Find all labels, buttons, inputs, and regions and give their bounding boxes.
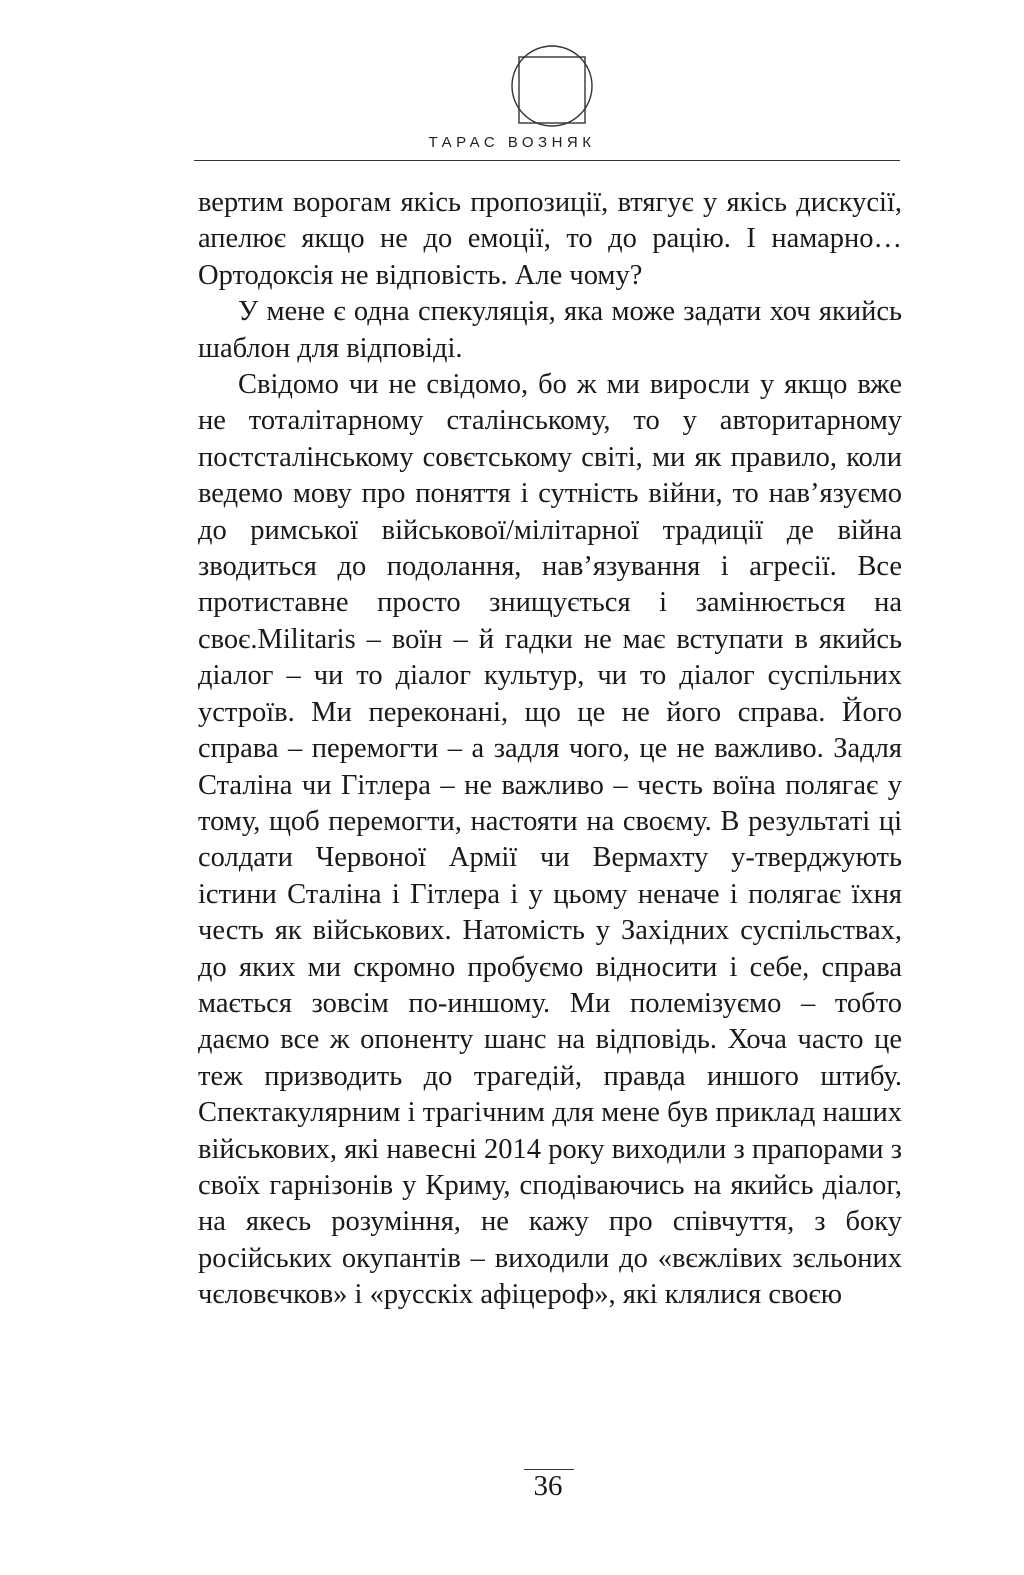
header-rule <box>194 160 900 161</box>
page-number: 36 <box>533 1470 563 1502</box>
running-head-author: ТАРАС ВОЗНЯК <box>428 134 596 151</box>
paragraph-continued: вертим ворогам якісь пропозиції, втягує у якісь дискусії, апелює якщо не до емоції, то до рацію. І намарно… Ортодоксія не відповість. Але чому? <box>198 187 902 291</box>
paragraph: У мене є одна спекуляція, яка може задати хоч якийсь шаблон для відповіді. <box>198 296 902 364</box>
paragraph: Свідомо чи не свідомо, бо ж ми виросли у якщо вже не тоталітарному сталінському, то у авторитарному постсталінському совєтському світі, ми як правило, коли ведемо мову про поняття і сутність війни, то нав’язуємо до римської військової/мілітарної традиції де війна зводиться до подолання, нав’язування і агресії. Все протиставне просто знищується і замінюється на своє.Militaris – воїн – й гадки не має вступати в якийсь діалог – чи то діалог культур, чи то діалог суспільних устроїв. Ми переконані, що це не його справа. Його справа – перемогти – а задля чого, це не важливо. Задля Сталіна чи Гітлера – не важливо – честь воїна полягає у тому, щоб перемогти, настояти на своєму. В результаті ці солдати Червоної Армії чи Вермахту у-тверджують істини Сталіна і Гітлера і у цьому неначе і полягає їхня честь як військових. Натомість у Західних суспільствах, до яких ми скромно пробуємо відносити і себе, справа мається зовсім по-иншому. Ми полемізуємо – тобто даємо все ж опоненту шанс на відповідь. Хоча часто це теж призводить до трагедій, правда иншого штибу. Спектакулярним і трагічним для мене був приклад наших військових, які навесні 2014 року виходили з прапорами з своїх гарнізонів у Криму, сподіваючись на якийсь діалог, на якесь розуміння, не кажу про співчуття, з боку російських окупантів – виходили до «вєжлівих зєльоних чєловєчков» і «русскіх афіцероф», які клялися своєю <box>198 369 902 1311</box>
circle-square-emblem-icon <box>510 44 594 128</box>
body-text <box>198 185 902 1314</box>
